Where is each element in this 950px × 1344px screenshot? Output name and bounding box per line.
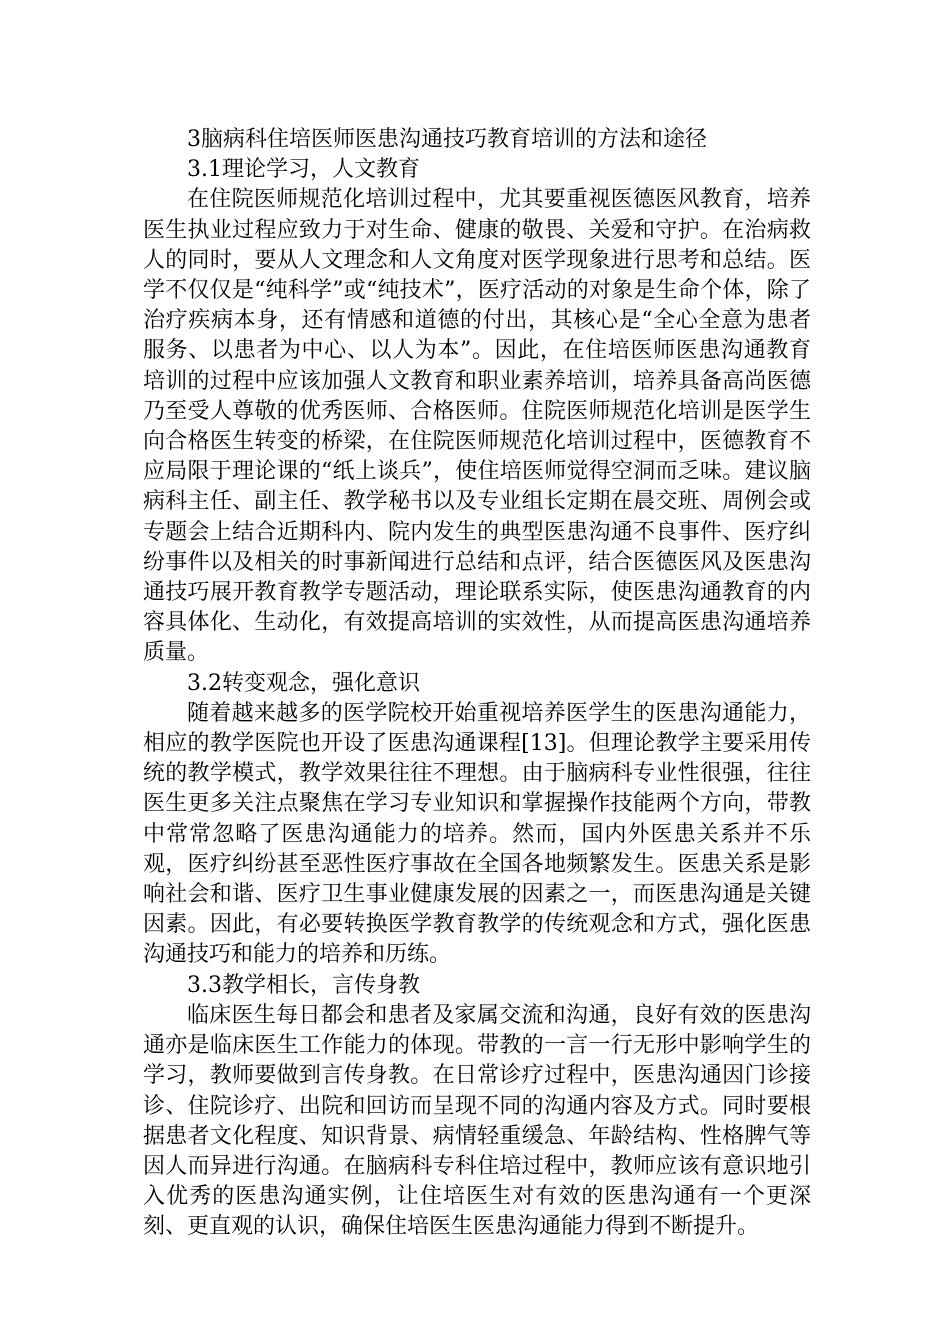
document-body	[143, 125, 811, 1243]
paragraph-3-2: 随着越来越多的医学院校开始重视培养医学生的医患沟通能力，相应的教学医院也开设了医患沟通课程[13]。但理论教学主要采用传统的教学模式，教学效果往往不理想。由于脑病科专业性很强，往往医生更多关注点聚焦在学习专业知识和掌握操作技能两个方向，带教中常常忽略了医患沟通能力的培养。然而，国内外医患关系并不乐观，医疗纠纷甚至恶性医疗事故在全国各地频繁发生。医患关系是影响社会和谐、医疗卫生事业健康发展的因素之一，而医患沟通是关键因素。因此，有必要转换医学教育教学的传统观念和方式，强化医患沟通技巧和能力的培养和历练。	[143, 700, 811, 968]
subsection-heading-3-1: 3.1理论学习，人文教育	[187, 157, 420, 183]
paragraph-3-1: 在住院医师规范化培训过程中，尤其要重视医德医风教育，培养医生执业过程应致力于对生命、健康的敬畏、关爱和守护。在治病救人的同时，要从人文理念和人文角度对医学现象进行思考和总结。医学不仅仅是“纯科学”或“纯技术”，医疗活动的对象是生命个体，除了治疗疾病本身，还有情感和道德的付出，其核心是“全心全意为患者服务、以患者为中心、以人为本”。因此，在住培医师医患沟通教育培训的过程中应该加强人文教育和职业素养培训，培养具备高尚医德乃至受人尊敬的优秀医师、合格医师。住院医师规范化培训是医学生向合格医生转变的桥梁，在住院医师规范化培训过程中，医德教育不应局限于理论课的“纸上谈兵”，使住培医师觉得空洞而乏味。建议脑病科主任、副主任、教学秘书以及专业组长定期在晨交班、周例会或专题会上结合近期科内、院内发生的典型医患沟通不良事件、医疗纠纷事件以及相关的时事新闻进行总结和点评，结合医德医风及医患沟通技巧展开教育教学专题活动，理论联系实际，使医患沟通教育的内容具体化、生动化，有效提高培训的实效性，从而提高医患沟通培养质量。	[143, 187, 811, 666]
subsection-heading-3-3: 3.3教学相长，言传身教	[187, 972, 420, 998]
section-title: 3脑病科住培医师医患沟通技巧教育培训的方法和途径	[187, 127, 707, 152]
subsection-heading-3-2: 3.2转变观念，强化意识	[187, 670, 420, 696]
paragraph-3-3: 临床医生每日都会和患者及家属交流和沟通，良好有效的医患沟通亦是临床医生工作能力的体现。带教的一言一行无形中影响学生的学习，教师要做到言传身教。在日常诊疗过程中，医患沟通因门诊接诊、住院诊疗、出院和回访而呈现不同的沟通内容及方式。同时要根据患者文化程度、知识背景、病情轻重缓急、年龄结构、性格脾气等因人而异进行沟通。在脑病科专科住培过程中，教师应该有意识地引入优秀的医患沟通实例，让住培医生对有效的医患沟通有一个更深刻、更直观的认识，确保住培医生医患沟通能力得到不断提升。	[143, 1002, 811, 1240]
